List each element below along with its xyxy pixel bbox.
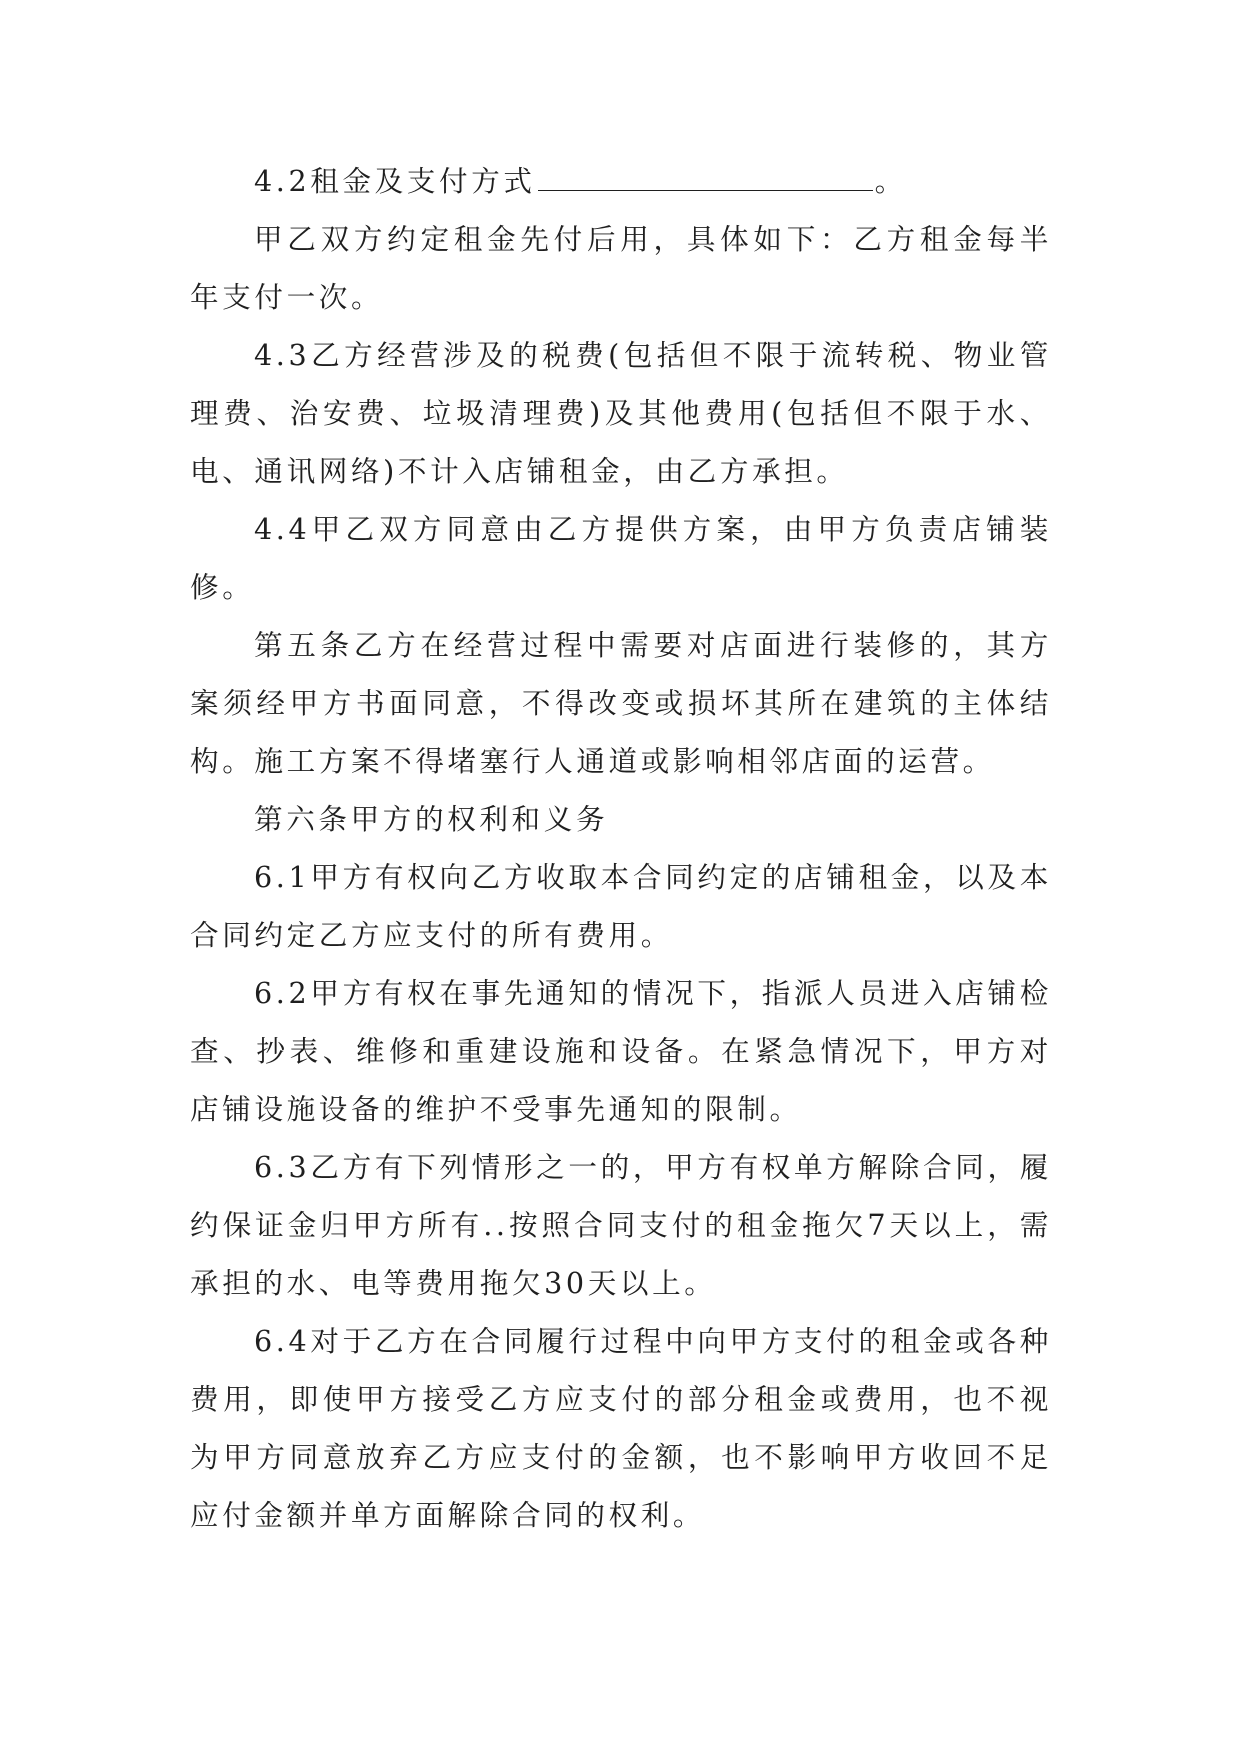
paragraph-4-3-taxes-fees: 4.3乙方经营涉及的税费(包括但不限于流转税、物业管理费、治安费、垃圾清理费)及其他费用(包括但不限于水、电、通讯网络)不计入店铺租金，由乙方承担。 <box>190 338 1052 488</box>
paragraph-article-6-heading: 第六条甲方的权利和义务 <box>254 802 609 836</box>
paragraph-6-2: 6.2甲方有权在事先通知的情况下，指派人员进入店铺检查、抄表、维修和重建设施和设备。在紧急情况下，甲方对店铺设施设备的维护不受事先通知的限制。 <box>190 976 1052 1126</box>
paragraph-rent-prepaid: 甲乙双方约定租金先付后用，具体如下：乙方租金每半年支付一次。 <box>190 222 1052 314</box>
document-body <box>190 152 1052 1544</box>
paragraph-6-3: 6.3乙方有下列情形之一的，甲方有权单方解除合同，履约保证金归甲方所有..按照合同支付的租金拖欠7天以上，需承担的水、电等费用拖欠30天以上。 <box>190 1150 1052 1300</box>
paragraph-4-4-decoration: 4.4甲乙双方同意由乙方提供方案，由甲方负责店铺装修。 <box>190 512 1052 604</box>
paragraph-6-4: 6.4对于乙方在合同履行过程中向甲方支付的租金或各种费用，即使甲方接受乙方应支付的部分租金或费用，也不视为甲方同意放弃乙方应支付的金额，也不影响甲方收回不足应付金额并单方面解除合同的权利。 <box>190 1324 1052 1532</box>
rent-payment-label: 4.2租金及支付方式 <box>254 164 536 198</box>
paragraph-4-2-rent-payment <box>190 152 1052 210</box>
rent-payment-blank-line <box>538 154 873 191</box>
paragraph-article-5: 第五条乙方在经营过程中需要对店面进行装修的，其方案须经甲方书面同意，不得改变或损坏其所在建筑的主体结构。施工方案不得堵塞行人通道或影响相邻店面的运营。 <box>190 628 1052 778</box>
paragraph-6-1: 6.1甲方有权向乙方收取本合同约定的店铺租金，以及本合同约定乙方应支付的所有费用。 <box>190 860 1052 952</box>
rent-payment-period: 。 <box>874 164 907 198</box>
